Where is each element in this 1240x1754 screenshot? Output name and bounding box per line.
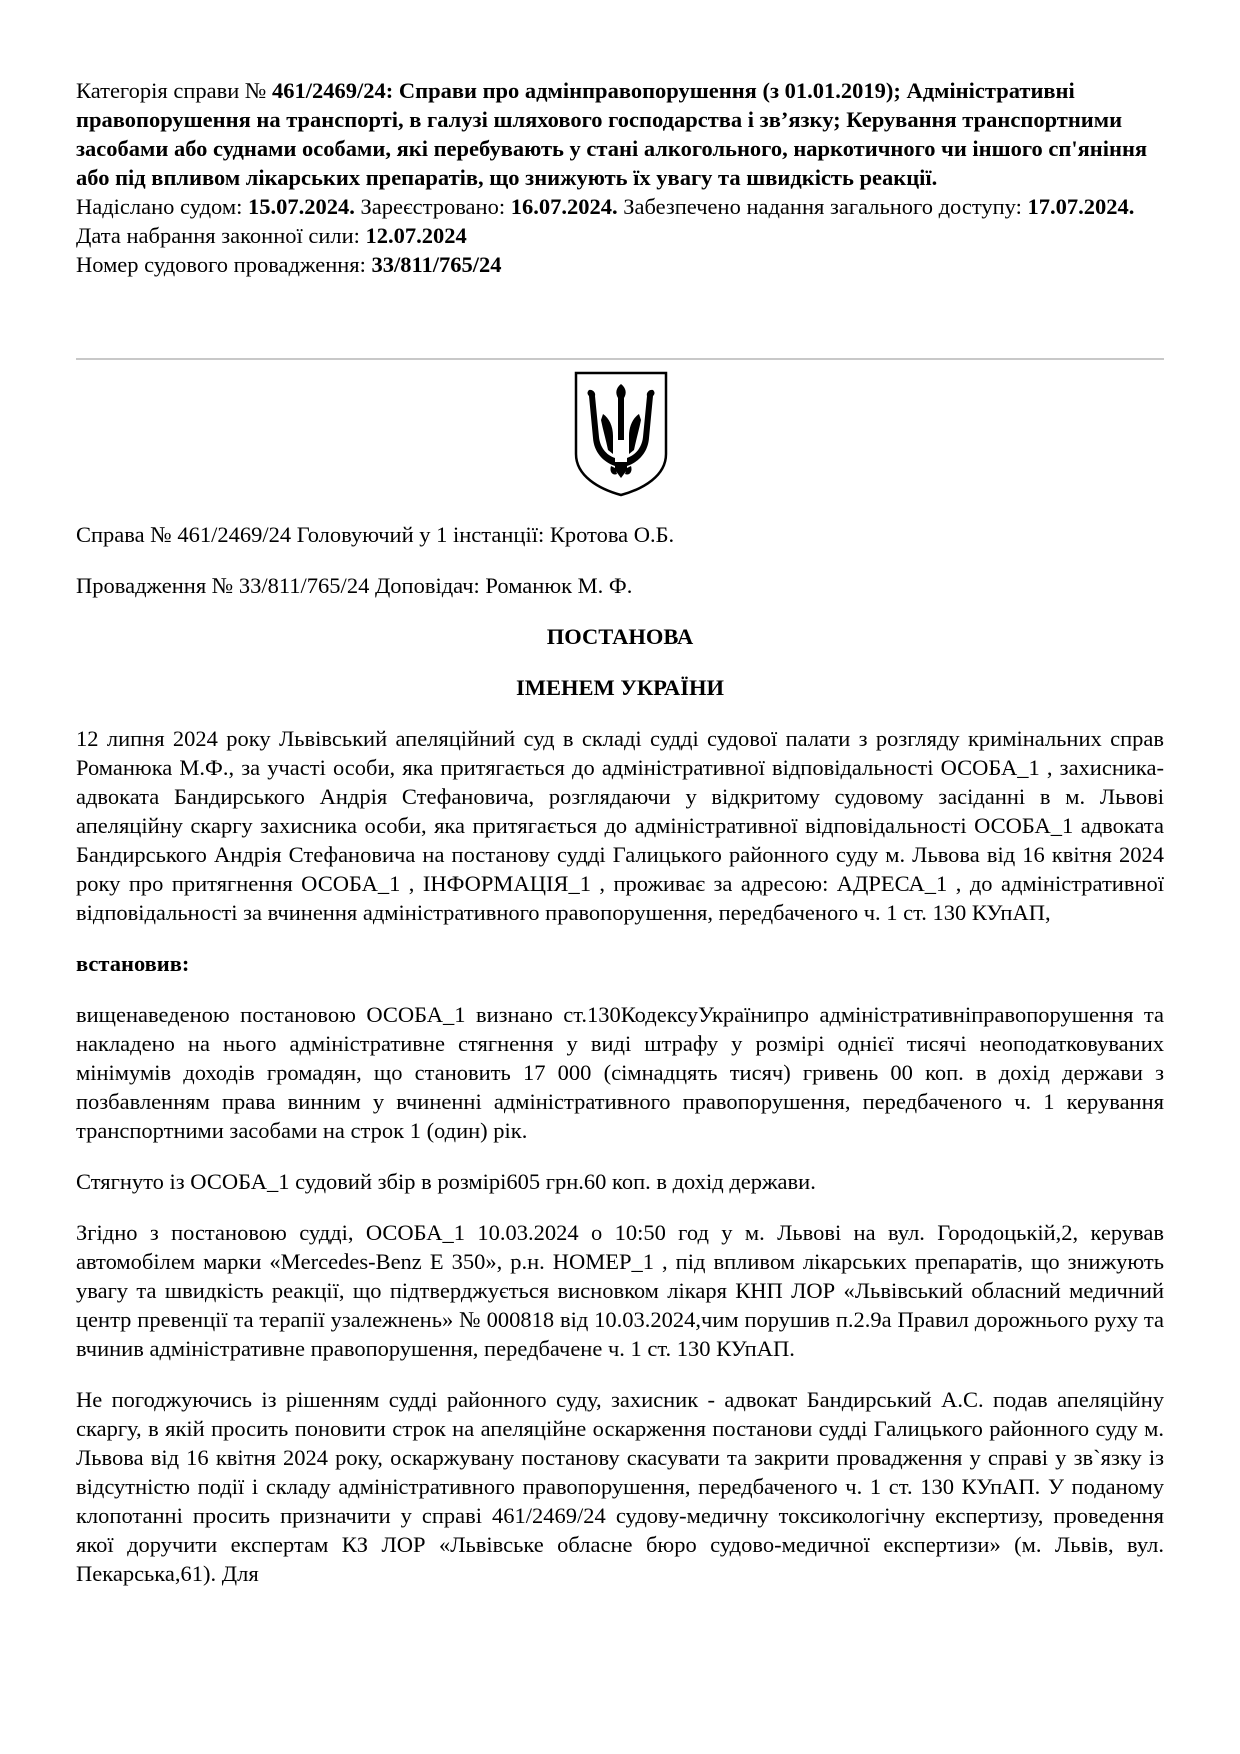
case-header xyxy=(76,76,1164,279)
paragraph-fee: Стягнуто із ОСОБА_1 судовий збір в розмірі605 грн.60 коп. в дохід держави. xyxy=(76,1169,816,1194)
effective-date: Дата набрання законної сили: 12.07.2024 xyxy=(76,223,467,248)
proceeding-number: Номер судового провадження: 33/811/765/24 xyxy=(76,252,502,277)
established-heading: встановив: xyxy=(76,951,190,976)
ukraine-trident-icon xyxy=(573,370,669,498)
paragraph-facts: Згідно з постановою судді, ОСОБА_1 10.03.2024 о 10:50 год у м. Львові на вул. Городоцькій,2, керував автомобілем марки «Mercedes-Benz E 350», р.н. НОМЕР_1 , під впливом лікарських препаратів, що знижують увагу та швидкість реакції, що підтверджується висновком лікаря КНП ЛОР «Львівський обласний медичний центр превенції та терапії узалежнень» № 000818 від 10.03.2024,чим порушив п.2.9а Правил дорожнього руху та вчинив адміністративне правопорушення, передбачене ч. 1 ст. 130 КУпАП. xyxy=(76,1220,1164,1361)
case-line: Справа № 461/2469/24 Головуючий у 1 інстанції: Кротова О.Б. xyxy=(76,522,675,547)
document-subtitle: ІМЕНЕМ УКРАЇНИ xyxy=(515,675,725,700)
proceeding-line: Провадження № 33/811/765/24 Доповідач: Романюк М. Ф. xyxy=(76,573,633,598)
case-category-text: 461/2469/24: Справи про адмінправопорушення (з 01.01.2019); Адміністративні правопорушення на транспорті, в галузі шляхового господарства і зв’язку; Керування транспортними засобами або суднами особами, які перебувають у стані алкогольного, наркотичного чи іншого сп'яніння або під впливом лікарських препаратів, що знижують їх увагу та швидкість реакції. xyxy=(76,78,1148,190)
paragraph-sanction: вищенаведеною постановою ОСОБА_1 визнано ст.130КодексуУкраїнипро адміністративніправопорушення та накладено на нього адміністративне стягнення у виді штрафу у розмірі однієї тисячі неоподатковуваних мінімумів доходів громадян, що становить 17 000 (сімнадцять тисяч) гривень 00 коп. в дохід держави з позбавленням права винним у вчиненні адміністративного правопорушення, передбаченого ч. 1 керування транспортними засобами на строк 1 (один) рік. xyxy=(76,1002,1164,1143)
header-divider xyxy=(76,358,1164,360)
case-category: Категорія справи № 461/2469/24: Справи про адмінправопорушення (з 01.01.2019); Адміністративні правопорушення на транспорті, в галузі шляхового господарства і зв’язку; Керування транспортними засобами або суднами особами, які перебувають у стані алкогольного, наркотичного чи іншого сп'яніння або під впливом лікарських препаратів, що знижують їх увагу та швидкість реакції. xyxy=(76,78,1148,190)
decision-body xyxy=(76,520,1164,1588)
case-dates: Надіслано судом: 15.07.2024. Зареєстровано: 16.07.2024. Забезпечено надання загального доступу: 17.07.2024. xyxy=(76,194,1135,219)
paragraph-appeal: Не погоджуючись із рішенням судді районного суду, захисник - адвокат Бандирський А.С. подав апеляційну скаргу, в якій просить поновити строк на апеляційне оскарження постанови судді Галицького районного суду м. Львова від 16 квітня 2024 року, оскаржувану постанову скасувати та закрити провадження у справі у зв`язку із відсутністю події і складу адміністративного правопорушення, передбаченого ч. 1 ст. 130 КУпАП. У поданому клопотанні просить призначити у справі 461/2469/24 судову-медичну токсикологічну експертизу, проведення якої доручити експертам КЗ ЛОР «Львівське обласне бюро судово-медичної експертизи» (м. Львів, вул. Пекарська,61). Для xyxy=(76,1387,1164,1586)
paragraph-intro: 12 липня 2024 року Львівський апеляційний суд в складі судді судової палати з розгляду кримінальних справ Романюка М.Ф., за участі особи, яка притягається до адміністративної відповідальності ОСОБА_1 , захисника-адвоката Бандирського Андрія Стефановича, розглядаючи у відкритому судовому засіданні в м. Львові апеляційну скаргу захисника особи, яка притягається до адміністративної відповідальності ОСОБА_1 адвоката Бандирського Андрія Стефановича на постанову судді Галицького районного суду м. Львова від 16 квітня 2024 року про притягнення ОСОБА_1 , ІНФОРМАЦІЯ_1 , проживає за адресою: АДРЕСА_1 , до адміністративної відповідальності за вчинення адміністративного правопорушення, передбаченого ч. 1 ст. 130 КУпАП, xyxy=(76,726,1164,925)
document-title: ПОСТАНОВА xyxy=(546,624,694,649)
